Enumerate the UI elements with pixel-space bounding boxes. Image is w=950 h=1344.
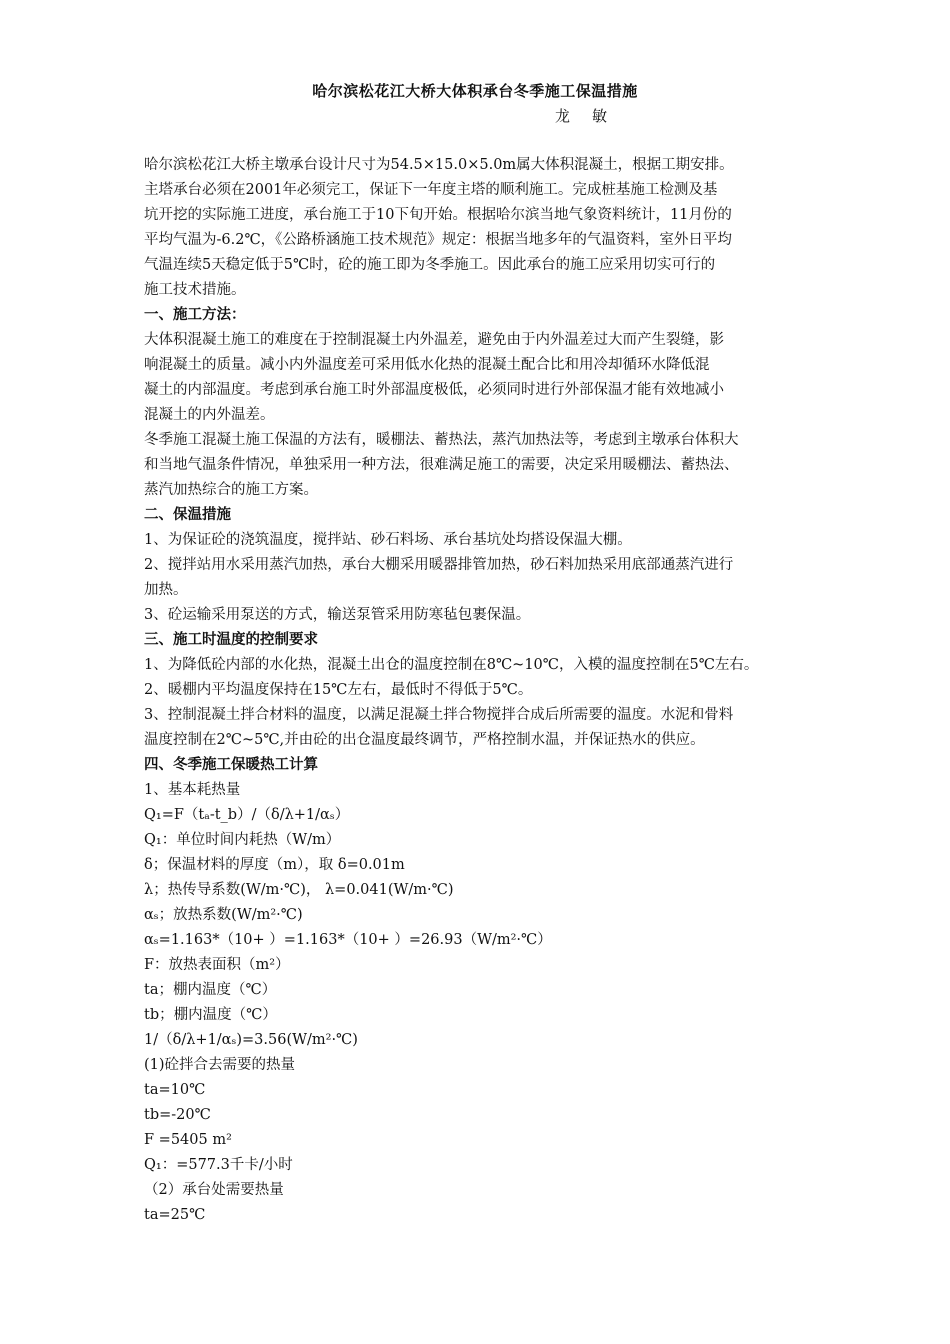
paragraph-line: (1)砼拌合去需要的热量 [144,1057,296,1073]
paragraph-line: 混凝土的内外温差。 [144,407,275,423]
paragraph-line: ta=10℃ [144,1082,206,1098]
paragraph-line: 蒸汽加热综合的施工方案。 [144,482,318,498]
section-heading: 一、施工方法： [144,307,246,323]
paragraph-line: 凝土的内部温度。考虑到承台施工时外部温度极低，必须同时进行外部保温才能有效地减小 [144,382,724,398]
paragraph-line: 坑开挖的实际施工进度，承台施工于10下旬开始。根据哈尔滨当地气象资料统计，11月份的 [144,207,732,223]
section-heading: 二、保温措施 [144,507,231,523]
paragraph-line: 加热。 [144,582,188,598]
formula-line: Q₁=F（tₐ-t_b）/（δ/λ+1/αₛ） [144,807,350,823]
paragraph-line: 3、砼运输采用泵送的方式，输送泵管采用防寒毡包裹保温。 [144,607,531,623]
section-heading: 四、冬季施工保暖热工计算 [144,757,318,773]
paragraph-line: 平均气温为-6.2℃，《公路桥涵施工技术规范》规定：根据当地多年的气温资料，室外日平均 [144,232,732,248]
paragraph-line: F：放热表面积（m²） [144,957,290,973]
paragraph-line: 大体积混凝土施工的难度在于控制混凝土内外温差，避免由于内外温差过大而产生裂缝，影 [144,332,724,348]
paragraph-line: F =5405 m² [144,1132,232,1148]
paragraph-line: ta；棚内温度（℃） [144,982,277,998]
paragraph-line: 1、为保证砼的浇筑温度，搅拌站、砂石料场、承台基坑处均搭设保温大棚。 [144,532,632,548]
paragraph-line: （2）承台处需要热量 [144,1182,284,1198]
paragraph-line: tb；棚内温度（℃） [144,1007,277,1023]
document-author: 龙敏 [555,107,630,125]
paragraph-line: 冬季施工混凝土施工保温的方法有，暖棚法、蓄热法，蒸汽加热法等，考虑到主墩承台体积大 [144,432,739,448]
paragraph-line: Q₁：=577.3千卡/小时 [144,1157,293,1173]
paragraph-line: 温度控制在2℃~5℃,并由砼的出仓温度最终调节，严格控制水温，并保证热水的供应。 [144,732,705,748]
paragraph-line: ta=25℃ [144,1207,206,1223]
section-heading: 三、施工时温度的控制要求 [144,632,318,648]
paragraph-line: tb=-20℃ [144,1107,211,1123]
paragraph-line: 气温连续5天稳定低于5℃时，砼的施工即为冬季施工。因此承台的施工应采用切实可行的 [144,257,716,273]
paragraph-line: αₛ；放热系数(W/m²·℃) [144,907,303,923]
paragraph-line: 和当地气温条件情况，单独采用一种方法，很难满足施工的需要，决定采用暖棚法、蓄热法、 [144,457,739,473]
formula-line: αₛ=1.163*（10+ ）=1.163*（10+ ）=26.93（W/m²·℃） [144,932,552,948]
paragraph-line: Q₁：单位时间内耗热（W/m） [144,832,341,848]
document-body [144,153,824,1228]
paragraph-line: λ；热传导系数(W/m·℃)， λ=0.041(W/m·℃) [144,882,454,898]
paragraph-line: 2、搅拌站用水采用蒸汽加热，承台大棚采用暖器排管加热，砂石料加热采用底部通蒸汽进行 [144,557,734,573]
paragraph-line: 2、暖棚内平均温度保持在15℃左右，最低时不得低于5℃。 [144,682,533,698]
paragraph-line: δ；保温材料的厚度（m），取 δ=0.01m [144,857,405,873]
paragraph-line: 3、控制混凝土拌合材料的温度，以满足混凝土拌合物搅拌合成后所需要的温度。水泥和骨料 [144,707,734,723]
paragraph-line: 1、基本耗热量 [144,782,241,798]
formula-line: 1/（δ/λ+1/αₛ)=3.56(W/m²·℃) [144,1032,358,1048]
document-title: 哈尔滨松花江大桥大体积承台冬季施工保温措施 [312,82,638,100]
paragraph-line: 1、为降低砼内部的水化热，混凝土出仓的温度控制在8℃~10℃，入模的温度控制在5℃左右。 [144,657,759,673]
paragraph-line: 主塔承台必须在2001年必须完工，保证下一年度主塔的顺利施工。完成桩基施工检测及基 [144,182,718,198]
paragraph-line: 响混凝土的质量。减小内外温度差可采用低水化热的混凝土配合比和用冷却循环水降低混 [144,357,710,373]
paragraph-line: 施工技术措施。 [144,282,246,298]
paragraph-line: 哈尔滨松花江大桥主墩承台设计尺寸为54.5×15.0×5.0m属大体积混凝土，根据工期安排。 [144,157,734,173]
